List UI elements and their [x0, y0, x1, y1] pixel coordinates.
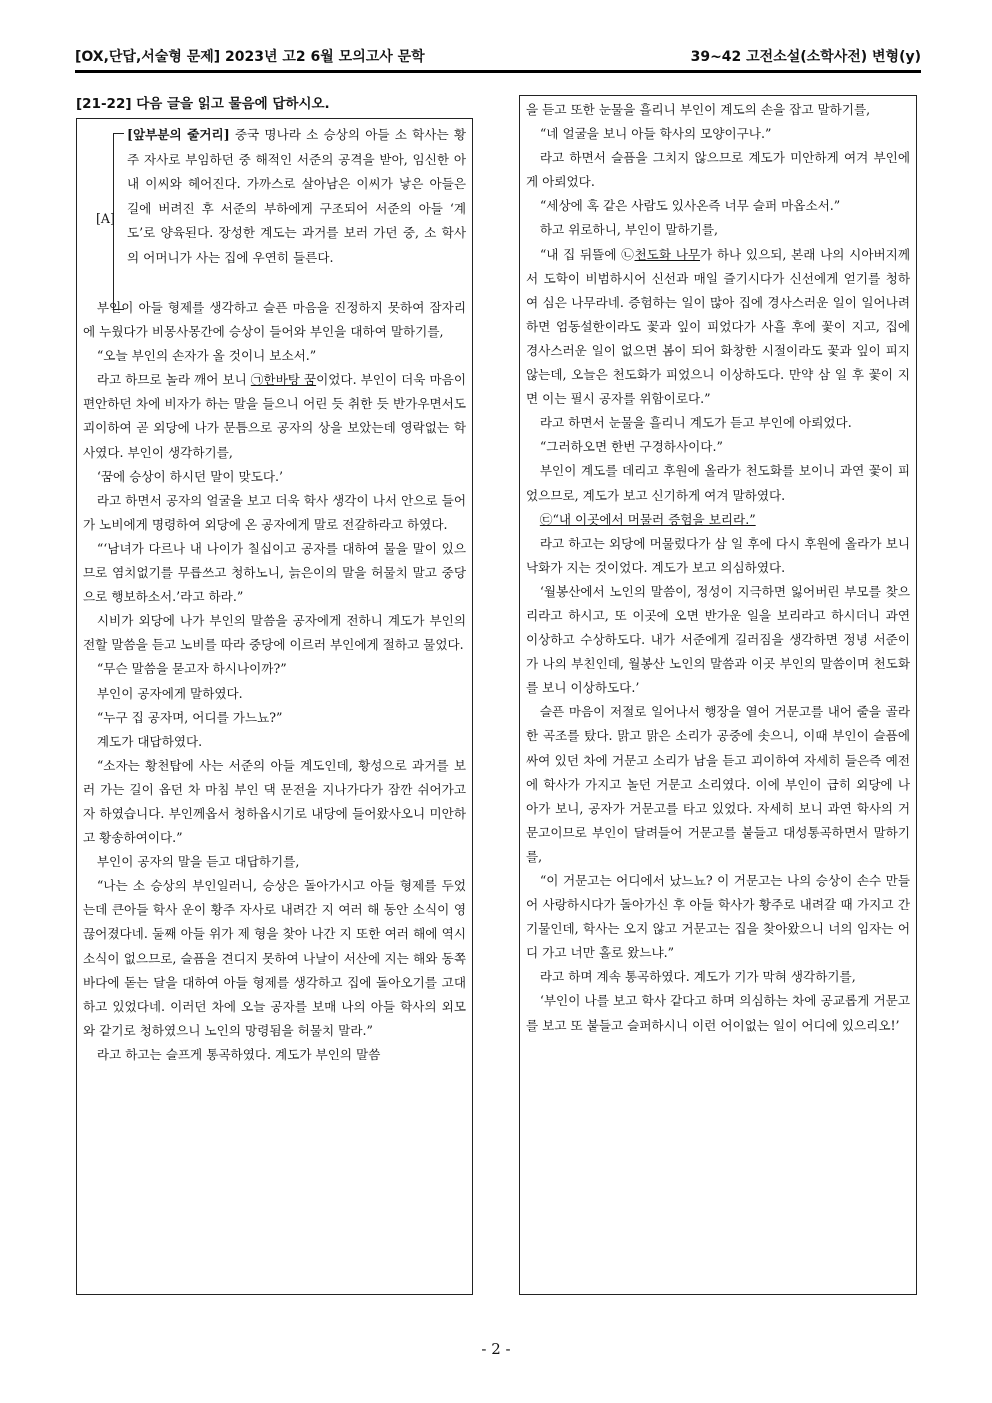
paragraph — [526, 508, 910, 532]
summary-block — [83, 123, 466, 270]
paragraph: 시비가 외당에 나가 부인의 말씀을 공자에게 전하니 계도가 부인의 전할 말씀을 듣고 노비를 따라 중당에 이르러 부인에게 절하고 물었다. — [83, 613, 466, 653]
paragraph: 라고 하면서 슬픔을 그치지 않으므로 계도가 미안하게 여겨 부인에게 아뢰었다. — [526, 150, 910, 190]
paragraph — [526, 243, 910, 412]
summary-text — [127, 123, 466, 270]
paragraph: “오늘 부인의 손자가 올 것이니 보소서.” — [96, 348, 317, 364]
left-column — [76, 118, 473, 1295]
paragraph: 계도가 대답하였다. — [96, 733, 203, 749]
text-run: 라고 하므로 놀라 깨어 보니 — [96, 372, 251, 388]
header-left-title: [OX,단답,서술형 문제] 2023년 고2 6월 모의고사 문학 — [75, 49, 425, 65]
text-run: 이었다. 부인이 더욱 마음이 편안하던 차에 비자가 하는 말을 들으니 어린 듯 취한 듯 반가우면서도 괴이하여 곧 외당에 나가 문틈으로 공자의 상을 보았는데 영락없는 학사였다. 부인이 생각하기를, — [83, 372, 466, 460]
paragraph — [83, 368, 466, 464]
paragraph: ‘월봉산에서 노인의 말씀이, 정성이 지극하면 잃어버린 부모를 찾으리라고 하시고, 또 이곳에 오면 반가운 일을 보리라고 하시더니 과연 이상하고 수상하도다. 내가 서준에게 길러짐을 생각하면 정녕 서준이가 나의 부친인데, 월봉산 노인의 말씀과 이곳 부인의 말씀이며 천도화를 보니 이상하도다.’ — [526, 583, 910, 696]
paragraph: 을 듣고 또한 눈물을 흘리니 부인이 계도의 손을 잡고 말하기를, — [526, 102, 871, 117]
question-instruction: [21-22] 다음 글을 읽고 물음에 답하시오. — [76, 96, 330, 112]
paragraph: 라고 하면서 눈물을 흘리니 계도가 듣고 부인에 아뢰었다. — [539, 415, 852, 431]
paragraph: “그러하오면 한번 구경하사이다.” — [539, 439, 723, 455]
paragraph: “나는 소 승상의 부인일러니, 승상은 돌아가시고 아들 형제를 두었는데 큰아들 학사 운이 황주 자사로 내려간 지 여러 해 동안 소식이 영 끊어졌다네. 둘째 아들 위가 제 형을 찾아 나간 지 또한 여러 해에 역시 소식이 없으므로, 슬픔을 견디지 못하여 나날이 서산에 지는 해와 동쪽 바다에 돋는 달을 대하여 아들 형제를 생각하고 집에 돌아오기를 고대하고 있었다네. 이러던 차에 오늘 공자를 보매 나의 아들 학사의 외모와 같기로 청하였으니 노인의 망령됨을 허물치 말라.” — [83, 878, 466, 1038]
paragraph: 부인이 공자의 말을 듣고 대답하기를, — [96, 854, 300, 870]
text-run: 가 하나 있으되, 본래 나의 시아버지께서 도학이 비범하시어 신선과 매일 즐기시다가 신선에게 얻기를 청하여 심은 나무라네. 증험하는 일이 많아 집에 경사스러운 일이 일어나려 하면 엄동설한이라도 꽃과 잎이 피었다가 사흘 후에 꽃이 지고, 집에 경사스러운 일이 없으면 봄이 되어 화창한 시절이라도 꽃과 잎이 피지 않는데, 오늘은 천도화가 피었으니 이상하도다. 만약 삼 일 후 꽃이 지면 이는 필시 공자를 위함이로다.” — [526, 246, 910, 407]
paragraph: 라고 하고는 슬프게 통곡하였다. 계도가 부인의 말씀 — [96, 1046, 381, 1062]
paragraph: “소자는 황천탑에 사는 서준의 아들 계도인데, 황성으로 과거를 보러 가는 길이 옵던 차 마침 부인 댁 문전을 지나가다가 잠깐 쉬어가고자 하였습니다. 부인께옵서 청하옵시기로 내당에 들어왔사오니 미안하고 황송하여이다.” — [83, 757, 466, 846]
paragraph: 라고 하고는 외당에 머물렀다가 삼 일 후에 다시 후원에 올라가 보니 낙화가 지는 것이었다. 계도가 보고 의심하였다. — [526, 535, 910, 575]
paragraph: “세상에 혹 같은 사람도 있사온즉 너무 슬퍼 마옵소서.” — [539, 198, 841, 214]
summary-heading: [앞부분의 줄거리] — [127, 127, 230, 142]
header-right-title: 39~42 고전소설(소학사전) 변형(y) — [690, 49, 921, 65]
text-run: “내 집 뒤뜰에 ㉡ — [539, 246, 635, 262]
underlined-mark: ㉠한바탕 꿈 — [250, 372, 317, 388]
paragraph: “이 거문고는 어디에서 났느뇨? 이 거문고는 나의 승상이 손수 만들어 사랑하시다가 돌아가신 후 아들 학사가 황주로 내려갈 때 가지고 간 기물인데, 학사는 오지 않고 거문고는 집을 찾아왔으니 너의 임자는 어디 가고 너만 홀로 왔느냐.” — [526, 873, 910, 961]
left-text-flow — [83, 296, 466, 1067]
bracket-a-label: [A] — [96, 211, 115, 226]
page-number: - 2 - — [481, 1340, 511, 1358]
paragraph: “‘남녀가 다르나 내 나이가 칠십이고 공자를 대하여 물을 말이 있으므로 염치없기를 무릅쓰고 청하노니, 늙은이의 말을 허물치 말고 중당으로 행보하소서.’라고 하라.” — [83, 540, 466, 605]
paragraph: 부인이 아들 형제를 생각하고 슬픈 마음을 진정하지 못하여 잠자리에 누웠다가 비몽사몽간에 승상이 들어와 부인을 대하여 말하기를, — [83, 300, 466, 340]
spacer — [83, 270, 466, 296]
header-rule — [75, 70, 921, 73]
page-header — [75, 44, 921, 68]
paragraph: “누구 집 공자며, 어디를 가느뇨?” — [96, 709, 283, 725]
paragraph: 부인이 공자에게 말하였다. — [96, 685, 243, 701]
summary-body: 중국 명나라 소 승상의 아들 소 학사는 황주 자사로 부임하던 중 해적인 서준의 공격을 받아, 임신한 아내 이씨와 헤어진다. 가까스로 살아남은 이씨가 낳은 아들은 길에 버려진 후 서준의 부하에게 구조되어 서준의 아들 ‘계도’로 양육된다. 장성한 계도는 과거를 보러 가던 중, 소 학사의 어머니가 사는 집에 우연히 들른다. — [127, 127, 466, 265]
paragraph: “네 얼굴을 보니 아들 학사의 모양이구나.” — [539, 126, 772, 142]
underlined-mark: ㉢“내 이곳에서 머물러 증험을 보리라.” — [539, 511, 756, 527]
paragraph: 슬픈 마음이 저절로 일어나서 행장을 열어 거문고를 내어 줄을 골라 한 곡조를 탔다. 맑고 맑은 소리가 공중에 솟으니, 이때 부인이 슬픔에 싸여 있던 차에 거문고 소리가 남을 듣고 괴이하여 자세히 들은즉 예전에 학사가 가지고 놀던 거문고 소리였다. 이에 부인이 급히 외당에 나아가 보니, 공자가 거문고를 타고 있었다. 자세히 보니 과연 학사의 거문고이므로 부인이 달려들어 거문고를 붙들고 대성통곡하면서 말하기를, — [526, 704, 910, 864]
paragraph: 라고 하며 계속 통곡하였다. 계도가 기가 막혀 생각하기를, — [539, 969, 856, 985]
paragraph: “무슨 말씀을 묻고자 하시나이까?” — [96, 661, 287, 677]
paragraph: 라고 하면서 공자의 얼굴을 보고 더욱 학사 생각이 나서 안으로 들어가 노비에게 명령하여 외당에 온 공자에게 말로 전갈하라고 하였다. — [83, 492, 466, 532]
paragraph: 하고 위로하니, 부인이 말하기를, — [539, 222, 719, 238]
paragraph: ‘꿈에 승상이 하시던 말이 맞도다.’ — [96, 468, 284, 484]
right-text-flow — [526, 98, 910, 1038]
paragraph: 부인이 계도를 데리고 후원에 올라가 천도화를 보이니 과연 꽃이 피었으므로, 계도가 보고 신기하게 여겨 말하였다. — [526, 463, 910, 503]
underlined-mark: 천도화 나무 — [634, 246, 701, 262]
paragraph: ‘부인이 나를 보고 학사 같다고 하며 의심하는 차에 공교롭게 거문고를 보고 또 붙들고 슬퍼하시니 이런 어이없는 일이 어디에 있으리오!’ — [526, 993, 910, 1033]
right-column — [519, 95, 917, 1295]
